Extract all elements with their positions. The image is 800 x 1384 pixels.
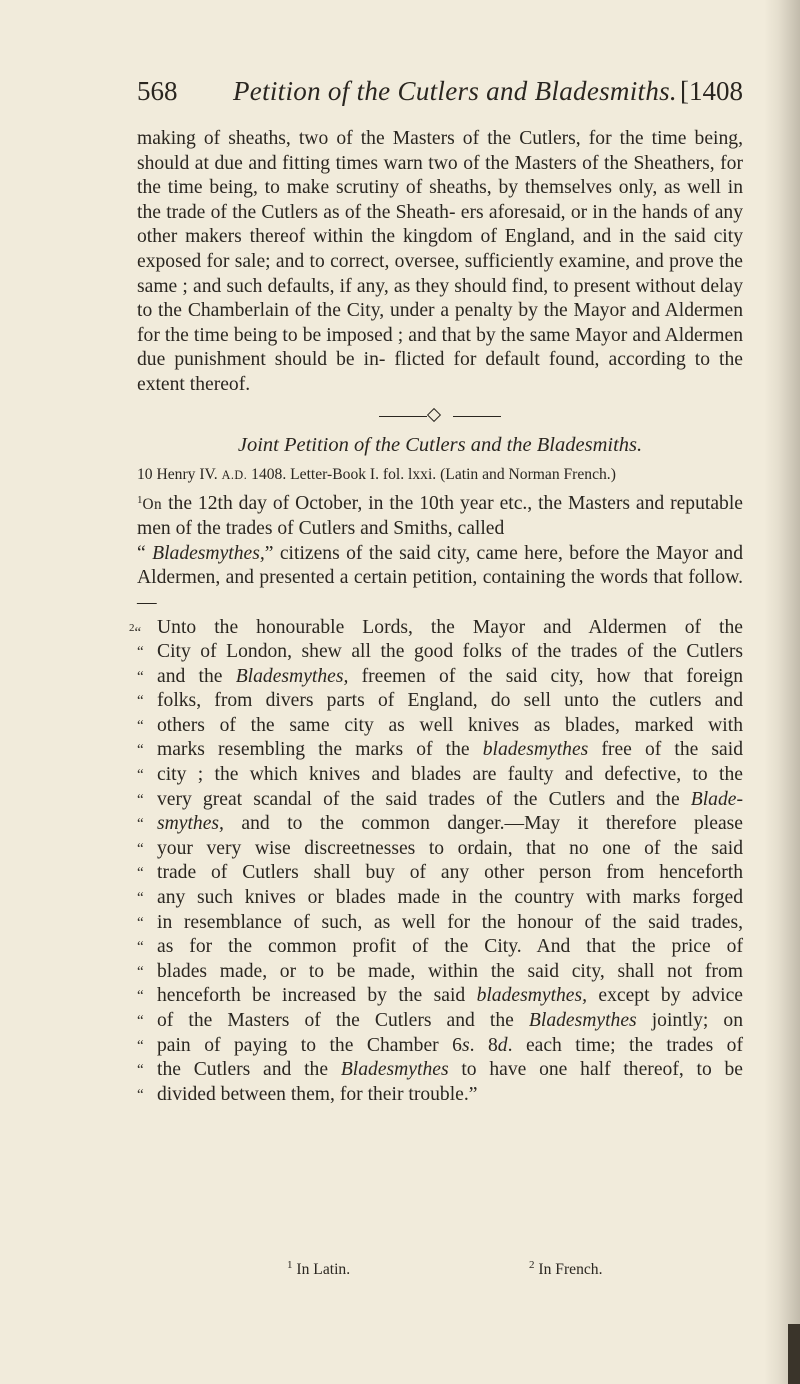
petition-line-text: henceforth be increased by the said bladesmythes, except by advice (157, 985, 743, 1007)
petition-line-text: others of the same city as well knives as blades, marked with (157, 714, 743, 736)
quote-mark: “ (137, 914, 144, 931)
footnote-1-marker: 1 (287, 1259, 293, 1271)
petition-line (137, 689, 743, 714)
page-body (129, 127, 744, 1107)
petition-line (137, 1034, 743, 1059)
separator-rule-right (453, 416, 501, 417)
petition-line (137, 861, 743, 886)
petition-line-text: divided between them, for their trouble.” (157, 1083, 478, 1105)
petition-line (137, 738, 743, 763)
petition-line-text: folks, from divers parts of England, do sell unto the cutlers and (157, 690, 743, 712)
petition-line-text: of the Masters of the Cutlers and the Bladesmythes jointly; on (157, 1010, 743, 1031)
quote-mark: “ (137, 717, 144, 734)
quote-mark: “ (137, 1062, 144, 1079)
petition-line (129, 616, 743, 641)
quote-mark: “ (137, 668, 144, 685)
footnote-ref-2: 2 (129, 621, 135, 634)
quote-mark: “ (137, 1013, 144, 1029)
running-title: Petition of the Cutlers and Bladesmiths. (233, 76, 677, 106)
latin-text-b: citizens of the said city, came here, before the Mayor and Aldermen, and presented a certain petition, containing the words that follow.— (137, 542, 743, 613)
petition-line-text: Unto the honourable Lords, the Mayor and Aldermen of the (157, 616, 743, 638)
petition-line-text: your very wise discreetnesses to ordain, that no one of the said (157, 837, 743, 859)
quote-mark: “ (137, 767, 144, 784)
close-quote: ” (264, 542, 274, 564)
petition-line (137, 911, 743, 936)
petition-line (137, 763, 743, 788)
quote-mark: “ (137, 1037, 144, 1054)
petition-line-text: City of London, shew all the good folks of the trades of the Cutlers (157, 641, 743, 663)
petition-line (137, 788, 743, 813)
footnote-1-text: In Latin. (296, 1261, 351, 1278)
petition-line-text: marks resembling the marks of the bladesmythes free of the said (157, 739, 743, 761)
petition-line (137, 665, 743, 690)
quote-mark: “ (137, 644, 144, 661)
citation-source: 1408. Letter-Book I. fol. lxxi. (Latin and Norman French.) (251, 465, 616, 483)
petition-line-text: in resemblance of such, as well for the honour of the said trades, (157, 911, 743, 933)
petition-line (137, 935, 743, 960)
separator-rule-left (379, 416, 427, 417)
quote-mark: “ (137, 840, 144, 857)
petition-line-text: blades made, or to be made, within the said city, shall not from (157, 960, 743, 982)
petition-line (137, 714, 743, 739)
footnotes (137, 1259, 743, 1283)
petition-line-text: any such knives or blades made in the country with marks forged (157, 887, 743, 909)
footnote-1 (287, 1259, 350, 1279)
open-quote: “ (137, 542, 146, 564)
running-head (137, 76, 743, 112)
latin-paragraph (137, 488, 743, 616)
petition-line (137, 812, 743, 837)
petition-line-text: pain of paying to the Chamber 6s. 8d. each time; the trades of (157, 1034, 743, 1056)
petition-line-text: trade of Cutlers shall buy of any other person from henceforth (157, 862, 743, 884)
quote-mark: $^2$“ (129, 621, 142, 641)
quote-mark: “ (137, 988, 144, 1005)
footnote-2 (529, 1259, 603, 1279)
petition-line (137, 984, 743, 1009)
page-edge-shadow (764, 0, 800, 1384)
citation-ad: A.D. (221, 467, 248, 482)
petition-line (137, 1009, 743, 1034)
petition-line (137, 1058, 743, 1083)
quote-mark: “ (137, 890, 144, 907)
petition-line (137, 1083, 743, 1108)
petition-line (137, 640, 743, 665)
petition-line-text: smythes, and to the common danger.—May it therefore please (157, 813, 743, 835)
section-title: Joint Petition of the Cutlers and the Bladesmiths. (237, 433, 643, 456)
footnote-2-marker: 2 (529, 1259, 535, 1271)
quote-mark: “ (137, 816, 144, 833)
petition-line-text: the Cutlers and the Bladesmythes to have one half thereof, to be (157, 1059, 744, 1081)
quote-mark: “ (137, 865, 144, 882)
section-separator (137, 404, 743, 428)
page-edge-dark-corner (788, 1324, 800, 1384)
quote-mark: “ (137, 939, 144, 956)
petition-line-text: and the Bladesmythes, freemen of the said city, how that foreign (157, 665, 743, 687)
petition-line-text: as for the common profit of the City. And that the price of (157, 936, 743, 958)
quote-mark: “ (137, 742, 144, 759)
diamond-ornament-icon (427, 407, 441, 421)
opening-paragraph: making of sheaths, two of the Masters of the Cutlers, for the time being, should at due and fitting times warn two of the Masters of the Sheathers, for the time being, to make scrutiny of sheaths, by themselves only, as well in the trade of the Cutlers as of the Sheath- ers aforesaid, or in the hands of any other makers thereof within the kingdom of England, and in the said city exposed for sale; and to correct, oversee, sufficiently examine, and prove the same ; and such defaults, if any, as they should find, to present without delay to the Chamberlain of the City, under a penalty by the Mayor and Aldermen for the time being to be imposed ; and that by the same Mayor and Aldermen due punishment should be in- flicted for default found, according to the extent thereof. (137, 128, 743, 395)
quote-mark: “ (137, 791, 144, 808)
opening-word: On (142, 495, 163, 513)
bladesmythes-term: Bladesmythes, (152, 542, 265, 564)
quote-mark: “ (137, 693, 144, 710)
quote-mark: “ (137, 1086, 144, 1103)
page-number: 568 (137, 76, 178, 106)
citation-regnal-year: 10 Henry IV. (137, 465, 218, 483)
petition-line (137, 886, 743, 911)
footnote-2-text: In French. (538, 1261, 603, 1278)
petition-text (129, 616, 744, 1108)
quote-mark: “ (137, 963, 144, 980)
petition-line (137, 960, 743, 985)
petition-line (137, 837, 743, 862)
running-year: [1408 (680, 76, 743, 106)
latin-text-a: the 12th day of October, in the 10th year etc., the Masters and reputable men of the trades of Cutlers and Smiths, called (137, 492, 743, 540)
petition-line-text: city ; the which knives and blades are faulty and defective, to the (157, 764, 743, 786)
footnote-ref-1: 1 (137, 493, 143, 506)
petition-line-text: very great scandal of the said trades of the Cutlers and the Blade- (157, 788, 743, 810)
source-citation (137, 464, 743, 486)
